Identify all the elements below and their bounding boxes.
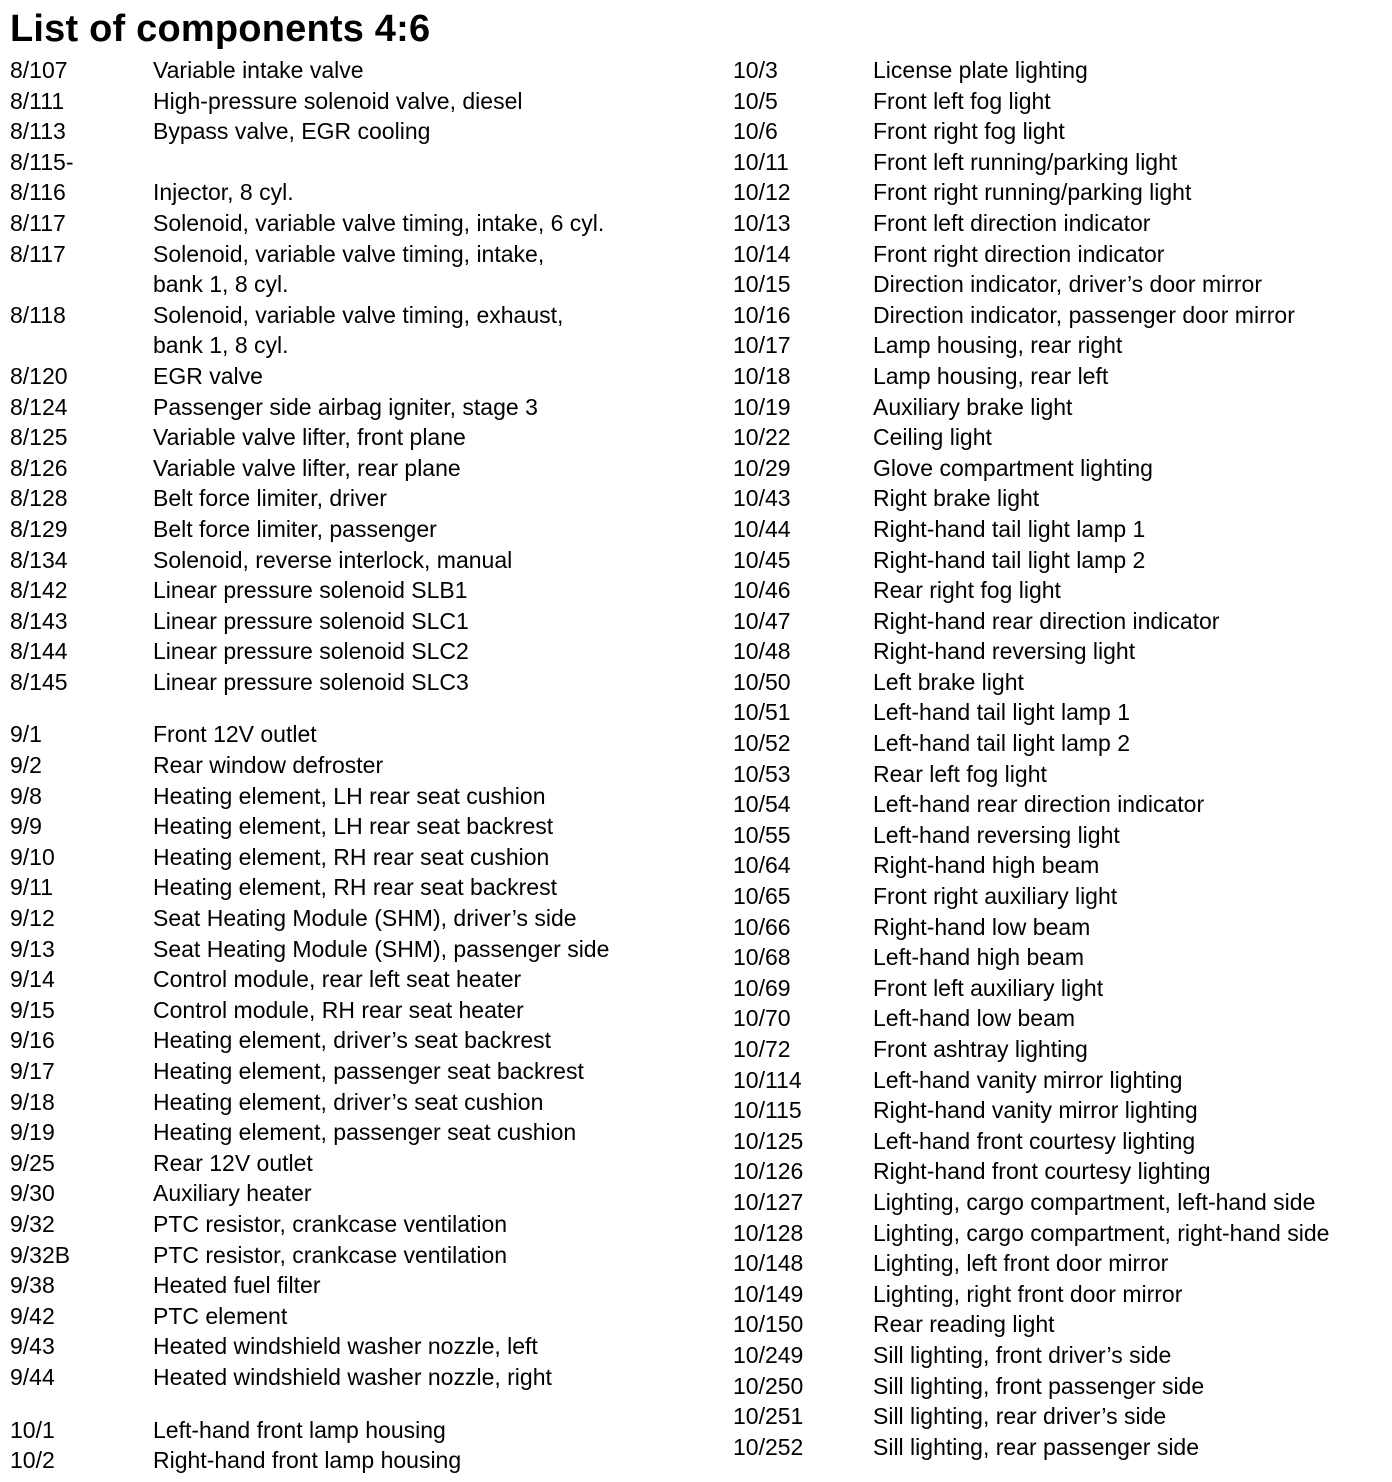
component-row — [733, 1156, 1388, 1187]
component-description: Right-hand reversing light — [873, 638, 1136, 665]
group-spacer — [10, 697, 710, 719]
component-row — [733, 759, 1388, 790]
component-code: 10/18 — [733, 362, 791, 389]
component-code: 10/15 — [733, 271, 791, 298]
component-code: 9/14 — [10, 966, 55, 993]
component-description: Front right auxiliary light — [873, 883, 1118, 910]
component-description: PTC resistor, crankcase ventilation — [153, 1210, 508, 1237]
component-description: EGR valve — [153, 362, 263, 389]
component-code: 9/43 — [10, 1333, 55, 1360]
component-row — [733, 1065, 1388, 1096]
component-description: Sill lighting, rear driver’s side — [873, 1403, 1167, 1430]
component-code: 10/50 — [733, 668, 791, 695]
component-description: Right brake light — [873, 485, 1040, 512]
component-description: Rear right fog light — [873, 577, 1061, 604]
component-code: 10/250 — [733, 1372, 804, 1399]
component-code: 10/150 — [733, 1311, 804, 1338]
component-description: PTC resistor, crankcase ventilation — [153, 1241, 508, 1268]
component-code: 10/14 — [733, 240, 791, 267]
component-row — [10, 269, 710, 300]
component-row — [10, 1240, 710, 1271]
component-code: 8/145 — [10, 668, 68, 695]
component-description: Left-hand high beam — [873, 944, 1084, 971]
component-row — [10, 177, 710, 208]
component-code: 10/114 — [733, 1066, 802, 1093]
component-description: Rear reading light — [873, 1311, 1055, 1338]
component-row — [10, 86, 710, 117]
component-description: Auxiliary brake light — [873, 393, 1073, 420]
component-description: Bypass valve, EGR cooling — [153, 118, 431, 145]
component-row — [10, 575, 710, 606]
component-row — [10, 147, 710, 178]
component-description: Control module, rear left seat heater — [153, 966, 522, 993]
component-row — [10, 1025, 710, 1056]
component-description: Rear 12V outlet — [153, 1149, 313, 1176]
component-code: 10/127 — [733, 1188, 804, 1215]
component-description: bank 1, 8 cyl. — [153, 332, 289, 359]
component-code: 8/111 — [10, 87, 65, 114]
component-code: 9/32 — [10, 1210, 55, 1237]
component-row — [10, 1445, 710, 1476]
component-row — [10, 116, 710, 147]
component-description: PTC element — [153, 1302, 288, 1329]
component-description: Solenoid, variable valve timing, exhaust, — [153, 301, 564, 328]
component-code: 8/120 — [10, 362, 68, 389]
component-description: Solenoid, reverse interlock, manual — [153, 546, 513, 573]
component-description: Front 12V outlet — [153, 721, 317, 748]
component-code: 10/251 — [733, 1403, 804, 1430]
component-description: Linear pressure solenoid SLB1 — [153, 577, 468, 604]
component-description: Left-hand tail light lamp 1 — [873, 699, 1130, 726]
component-code: 10/66 — [733, 913, 791, 940]
component-code: 9/42 — [10, 1302, 55, 1329]
component-row — [733, 483, 1388, 514]
page-title: List of components 4:6 — [10, 8, 431, 50]
component-description: Heating element, RH rear seat cushion — [153, 843, 550, 870]
component-row — [10, 55, 710, 86]
component-row — [733, 850, 1388, 881]
component-code: 10/48 — [733, 638, 791, 665]
component-description: Seat Heating Module (SHM), driver’s side — [153, 905, 577, 932]
component-code: 9/17 — [10, 1058, 55, 1084]
component-row — [733, 881, 1388, 912]
component-code: 10/125 — [733, 1127, 804, 1154]
component-description: Lighting, cargo compartment, left-hand side — [873, 1188, 1316, 1215]
component-code: 8/113 — [10, 118, 66, 145]
component-row — [10, 667, 710, 698]
component-description: Variable valve lifter, front plane — [153, 424, 466, 451]
component-row — [10, 781, 710, 812]
component-code: 8/115- — [10, 148, 74, 175]
component-code: 10/128 — [733, 1219, 804, 1246]
component-code: 10/13 — [733, 209, 791, 236]
component-row — [733, 1034, 1388, 1065]
component-description: Left-hand vanity mirror lighting — [873, 1066, 1183, 1093]
component-row — [733, 606, 1388, 637]
component-row — [10, 330, 710, 361]
component-description: Variable valve lifter, rear plane — [153, 454, 461, 481]
component-row — [733, 942, 1388, 973]
component-row — [733, 269, 1388, 300]
component-row — [733, 177, 1388, 208]
component-description: Lamp housing, rear left — [873, 362, 1109, 389]
component-description: Left-hand low beam — [873, 1005, 1076, 1032]
component-code: 10/29 — [733, 454, 791, 481]
component-description: Lamp housing, rear right — [873, 332, 1123, 359]
component-row — [733, 116, 1388, 147]
component-description: Front left running/parking light — [873, 148, 1178, 175]
component-description: Heated fuel filter — [153, 1272, 321, 1299]
component-row — [10, 1270, 710, 1301]
component-code: 10/52 — [733, 730, 791, 757]
component-row — [10, 1362, 710, 1393]
component-code: 10/3 — [733, 57, 778, 83]
component-code: 9/8 — [10, 782, 42, 809]
component-row — [733, 86, 1388, 117]
component-code: 10/252 — [733, 1433, 804, 1460]
component-row — [733, 667, 1388, 698]
component-code — [10, 269, 153, 300]
component-row — [733, 361, 1388, 392]
component-description: Heating element, passenger seat cushion — [153, 1119, 577, 1146]
component-row — [10, 811, 710, 842]
component-row — [733, 514, 1388, 545]
component-description: Left-hand front lamp housing — [153, 1416, 446, 1443]
component-description: Heating element, LH rear seat cushion — [153, 782, 546, 809]
component-code: 10/51 — [733, 699, 791, 726]
component-description: Heating element, driver’s seat cushion — [153, 1088, 544, 1115]
component-row — [733, 1248, 1388, 1279]
component-row — [733, 1187, 1388, 1218]
component-description: Variable intake valve — [153, 57, 364, 83]
component-code: 10/12 — [733, 179, 791, 206]
left-component-column — [10, 55, 710, 1476]
component-code: 10/16 — [733, 301, 791, 328]
component-row — [10, 1209, 710, 1240]
component-row — [733, 453, 1388, 484]
component-code: 9/18 — [10, 1088, 55, 1115]
component-description: Right-hand high beam — [873, 852, 1100, 879]
component-code: 8/134 — [10, 546, 68, 573]
component-description: Injector, 8 cyl. — [153, 179, 294, 206]
component-code: 8/124 — [10, 393, 68, 420]
component-row — [10, 1087, 710, 1118]
component-row — [733, 300, 1388, 331]
component-description: Heated windshield washer nozzle, right — [153, 1363, 552, 1390]
component-description: Glove compartment lighting — [873, 454, 1153, 481]
right-component-column — [733, 55, 1388, 1462]
component-description: Front right fog light — [873, 118, 1065, 145]
component-code — [10, 330, 153, 361]
component-row — [733, 820, 1388, 851]
component-description: Ceiling light — [873, 424, 992, 451]
component-description: Right-hand tail light lamp 1 — [873, 515, 1146, 542]
component-row — [733, 697, 1388, 728]
component-code: 9/44 — [10, 1363, 55, 1390]
component-description: License plate lighting — [873, 57, 1088, 83]
component-row — [10, 1117, 710, 1148]
component-description: Front ashtray lighting — [873, 1036, 1088, 1062]
component-row — [733, 912, 1388, 943]
component-row — [733, 1218, 1388, 1249]
component-description: Right-hand front lamp housing — [153, 1447, 462, 1474]
component-row — [10, 361, 710, 392]
component-row — [733, 208, 1388, 239]
component-code: 10/43 — [733, 485, 791, 512]
component-description: Heating element, RH rear seat backrest — [153, 874, 557, 901]
component-description: Lighting, right front door mirror — [873, 1280, 1183, 1307]
component-row — [10, 453, 710, 484]
component-code: 10/70 — [733, 1005, 791, 1032]
component-code: 10/53 — [733, 760, 791, 787]
component-code: 10/44 — [733, 515, 791, 542]
component-description: Right-hand front courtesy lighting — [873, 1158, 1211, 1185]
component-code: 8/117 — [10, 240, 66, 267]
component-code: 10/148 — [733, 1250, 804, 1277]
component-row — [10, 964, 710, 995]
group-spacer — [10, 1393, 710, 1415]
component-row — [733, 1340, 1388, 1371]
component-description: High-pressure solenoid valve, diesel — [153, 87, 523, 114]
component-description: Direction indicator, driver’s door mirror — [873, 271, 1263, 298]
component-row — [733, 55, 1388, 86]
component-row — [733, 1401, 1388, 1432]
component-code: 9/1 — [10, 721, 42, 748]
component-code: 9/9 — [10, 813, 42, 840]
component-code: 10/68 — [733, 944, 791, 971]
component-row — [10, 300, 710, 331]
component-description: Belt force limiter, passenger — [153, 515, 437, 542]
component-description: Linear pressure solenoid SLC1 — [153, 607, 469, 634]
component-description: Sill lighting, front driver’s side — [873, 1341, 1172, 1368]
component-row — [10, 208, 710, 239]
component-code: 8/118 — [10, 301, 66, 328]
component-description: Lighting, cargo compartment, right-hand side — [873, 1219, 1330, 1246]
component-code: 10/126 — [733, 1158, 804, 1185]
component-code: 10/55 — [733, 821, 791, 848]
component-code: 10/47 — [733, 607, 791, 634]
component-description: Left-hand tail light lamp 2 — [873, 730, 1130, 757]
component-description: Front left fog light — [873, 87, 1051, 114]
component-description: bank 1, 8 cyl. — [153, 271, 289, 298]
component-description: Auxiliary heater — [153, 1180, 312, 1207]
component-code: 8/126 — [10, 454, 68, 481]
component-code: 9/11 — [10, 874, 54, 901]
component-description: Rear left fog light — [873, 760, 1047, 787]
component-description: Sill lighting, front passenger side — [873, 1372, 1205, 1399]
component-description: Heated windshield washer nozzle, left — [153, 1333, 538, 1360]
component-code: 8/144 — [10, 638, 68, 665]
component-code: 9/30 — [10, 1180, 55, 1207]
component-code: 9/15 — [10, 996, 55, 1023]
component-row — [10, 1056, 710, 1087]
component-row — [10, 995, 710, 1026]
component-description: Right-hand tail light lamp 2 — [873, 546, 1146, 573]
component-code: 10/19 — [733, 393, 791, 420]
component-row — [10, 1301, 710, 1332]
component-row — [10, 422, 710, 453]
component-row — [10, 483, 710, 514]
component-code: 8/116 — [10, 179, 66, 206]
component-row — [10, 514, 710, 545]
component-description: Solenoid, variable valve timing, intake, 6 cyl. — [153, 209, 605, 236]
component-code: 9/13 — [10, 935, 55, 962]
component-code: 10/46 — [733, 577, 791, 604]
component-description: Front right direction indicator — [873, 240, 1165, 267]
component-row — [10, 606, 710, 637]
component-code: 10/5 — [733, 87, 778, 114]
component-code: 8/125 — [10, 424, 68, 451]
component-row — [733, 545, 1388, 576]
component-row — [733, 1095, 1388, 1126]
component-row — [733, 636, 1388, 667]
component-description: Rear window defroster — [153, 752, 384, 779]
component-description: Linear pressure solenoid SLC3 — [153, 668, 469, 695]
component-code: 9/16 — [10, 1027, 55, 1054]
component-description: Right-hand vanity mirror lighting — [873, 1097, 1198, 1124]
component-description: Solenoid, variable valve timing, intake, — [153, 240, 545, 267]
component-row — [733, 1126, 1388, 1157]
component-description: Left-hand front courtesy lighting — [873, 1127, 1196, 1154]
component-row — [733, 239, 1388, 270]
component-code: 10/64 — [733, 852, 791, 879]
component-code: 9/19 — [10, 1119, 55, 1146]
component-code: 9/10 — [10, 843, 55, 870]
component-code: 10/249 — [733, 1341, 804, 1368]
component-description: Left brake light — [873, 668, 1024, 695]
component-code: 9/12 — [10, 905, 55, 932]
component-description: Linear pressure solenoid SLC2 — [153, 638, 469, 665]
component-code: 10/115 — [733, 1097, 802, 1124]
component-row — [10, 1415, 710, 1446]
component-row — [733, 1432, 1388, 1463]
component-row — [733, 1371, 1388, 1402]
component-row — [733, 330, 1388, 361]
component-code: 10/22 — [733, 424, 791, 451]
component-row — [10, 934, 710, 965]
component-row — [10, 636, 710, 667]
component-row — [733, 1309, 1388, 1340]
component-row — [10, 903, 710, 934]
component-row — [10, 842, 710, 873]
component-description: Left-hand reversing light — [873, 821, 1120, 848]
component-code: 10/45 — [733, 546, 791, 573]
component-row — [733, 422, 1388, 453]
component-row — [10, 1331, 710, 1362]
component-description: Heating element, LH rear seat backrest — [153, 813, 554, 840]
component-row — [10, 545, 710, 576]
component-row — [10, 719, 710, 750]
component-row — [733, 392, 1388, 423]
component-description: Passenger side airbag igniter, stage 3 — [153, 393, 538, 420]
component-code: 9/2 — [10, 752, 42, 779]
component-row — [10, 872, 710, 903]
component-description: Left-hand rear direction indicator — [873, 791, 1205, 818]
component-code: 10/17 — [733, 332, 791, 359]
component-row — [733, 728, 1388, 759]
component-description: Lighting, left front door mirror — [873, 1250, 1169, 1277]
component-code: 10/6 — [733, 118, 778, 145]
component-row — [10, 1148, 710, 1179]
component-description: Direction indicator, passenger door mirror — [873, 301, 1295, 328]
component-code: 8/117 — [10, 209, 66, 236]
component-code: 8/107 — [10, 57, 68, 83]
component-code: 8/128 — [10, 485, 68, 512]
component-row — [733, 973, 1388, 1004]
component-description: Sill lighting, rear passenger side — [873, 1433, 1200, 1460]
component-code: 9/25 — [10, 1149, 55, 1176]
component-row — [10, 1178, 710, 1209]
component-description: Right-hand low beam — [873, 913, 1091, 940]
component-code: 8/142 — [10, 577, 68, 604]
component-description: Front left direction indicator — [873, 209, 1151, 236]
component-description: Seat Heating Module (SHM), passenger side — [153, 935, 610, 962]
component-code: 10/2 — [10, 1447, 55, 1474]
component-row — [733, 789, 1388, 820]
component-row — [733, 1003, 1388, 1034]
component-code: 10/65 — [733, 883, 791, 910]
component-row — [733, 147, 1388, 178]
component-row — [10, 239, 710, 270]
component-code: 10/11 — [733, 148, 789, 175]
component-code: 10/149 — [733, 1280, 804, 1307]
component-description: Heating element, driver’s seat backrest — [153, 1027, 552, 1054]
component-row — [10, 750, 710, 781]
component-code: 10/69 — [733, 974, 791, 1001]
component-row — [733, 1279, 1388, 1310]
component-code: 8/143 — [10, 607, 68, 634]
component-code: 10/1 — [10, 1416, 55, 1443]
component-description: Front left auxiliary light — [873, 974, 1104, 1001]
component-description: Belt force limiter, driver — [153, 485, 387, 512]
component-description: Control module, RH rear seat heater — [153, 996, 524, 1023]
component-row — [10, 392, 710, 423]
component-code: 8/129 — [10, 515, 68, 542]
component-row — [733, 575, 1388, 606]
component-description: Right-hand rear direction indicator — [873, 607, 1220, 634]
component-description: Heating element, passenger seat backrest — [153, 1058, 584, 1084]
component-code: 9/38 — [10, 1272, 55, 1299]
component-code: 10/54 — [733, 791, 791, 818]
component-code: 9/32B — [10, 1241, 71, 1268]
component-description: Front right running/parking light — [873, 179, 1192, 206]
component-code: 10/72 — [733, 1036, 791, 1062]
